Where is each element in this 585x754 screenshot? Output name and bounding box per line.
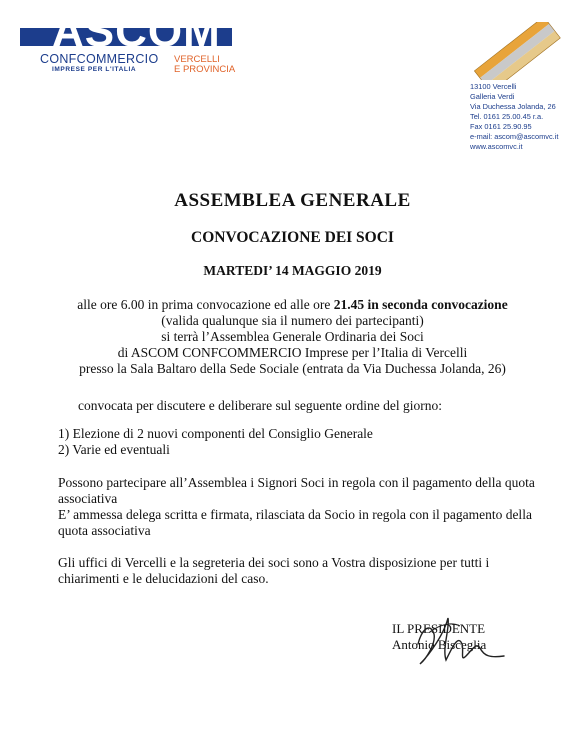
contact-line: Galleria Verdi [470, 92, 515, 101]
delegation-text: E’ ammessa delega scritta e firmata, rilasciata da Socio in regola con il pagamento della quota associativa [58, 507, 532, 538]
city-line-1: VERCELLI [174, 54, 220, 65]
details-line-4: di ASCOM CONFCOMMERCIO Imprese per l’Italia di Vercelli [117, 345, 468, 360]
contact-line: Tel. 0161 25.00.45 r.a. [470, 112, 544, 121]
pencils-logo-icon [468, 22, 568, 80]
org-name: CONFCOMMERCIO [40, 52, 159, 66]
agenda-intro: convocata per discutere e deliberare sul seguente ordine del giorno: [78, 398, 442, 413]
agenda-item: 2) Varie ed eventuali [58, 442, 170, 457]
signer-role: IL PRESIDENTE [392, 621, 486, 636]
city-line-2: E PROVINCIA [174, 64, 236, 75]
contact-block [470, 82, 558, 152]
second-call-time: 21.45 in seconda convocazione [333, 297, 508, 312]
offices-paragraph: Gli uffici di Vercelli e la segreteria dei soci sono a Vostra disposizione per tutti i chiarimenti e le delucidazioni del caso. [58, 555, 490, 586]
contact-email: e-mail: ascom@ascomvc.it [470, 132, 559, 141]
details-line-2: (valida qualunque sia il numero dei partecipanti) [161, 313, 424, 328]
org-tagline: IMPRESE PER L'ITALIA [52, 66, 137, 73]
meeting-date: MARTEDI’ 14 MAGGIO 2019 [203, 263, 382, 278]
signer-name: Antonio Bisceglia [392, 637, 487, 652]
brand-logo-text: ASCOM [52, 7, 221, 56]
details-line-5: presso la Sala Baltaro della Sede Sociale (entrata da Via Duchessa Jolanda, 26) [79, 361, 506, 376]
details-line-1-text: alle ore 6.00 in prima convocazione ed alle ore [77, 297, 334, 312]
contact-line: Via Duchessa Jolanda, 26 [470, 102, 556, 111]
contact-website: www.ascomvc.it [470, 142, 523, 151]
handwritten-signature [400, 604, 510, 670]
contact-line: Fax 0161 25.90.95 [470, 122, 532, 131]
document-title: ASSEMBLEA GENERALE [174, 190, 411, 211]
participation-text: Possono partecipare all’Assemblea i Signori Soci in regola con il pagamento della quota associativa [58, 475, 535, 506]
document-subtitle: CONVOCAZIONE DEI SOCI [191, 229, 394, 246]
participation-paragraph [58, 475, 540, 539]
details-line-1 [0, 297, 585, 313]
meeting-details [0, 297, 585, 377]
agenda-item: 1) Elezione di 2 nuovi componenti del Consiglio Generale [58, 426, 373, 441]
details-line-3: si terrà l’Assemblea Generale Ordinaria dei Soci [161, 329, 424, 344]
contact-line: 13100 Vercelli [470, 82, 517, 91]
agenda-list [58, 426, 373, 458]
